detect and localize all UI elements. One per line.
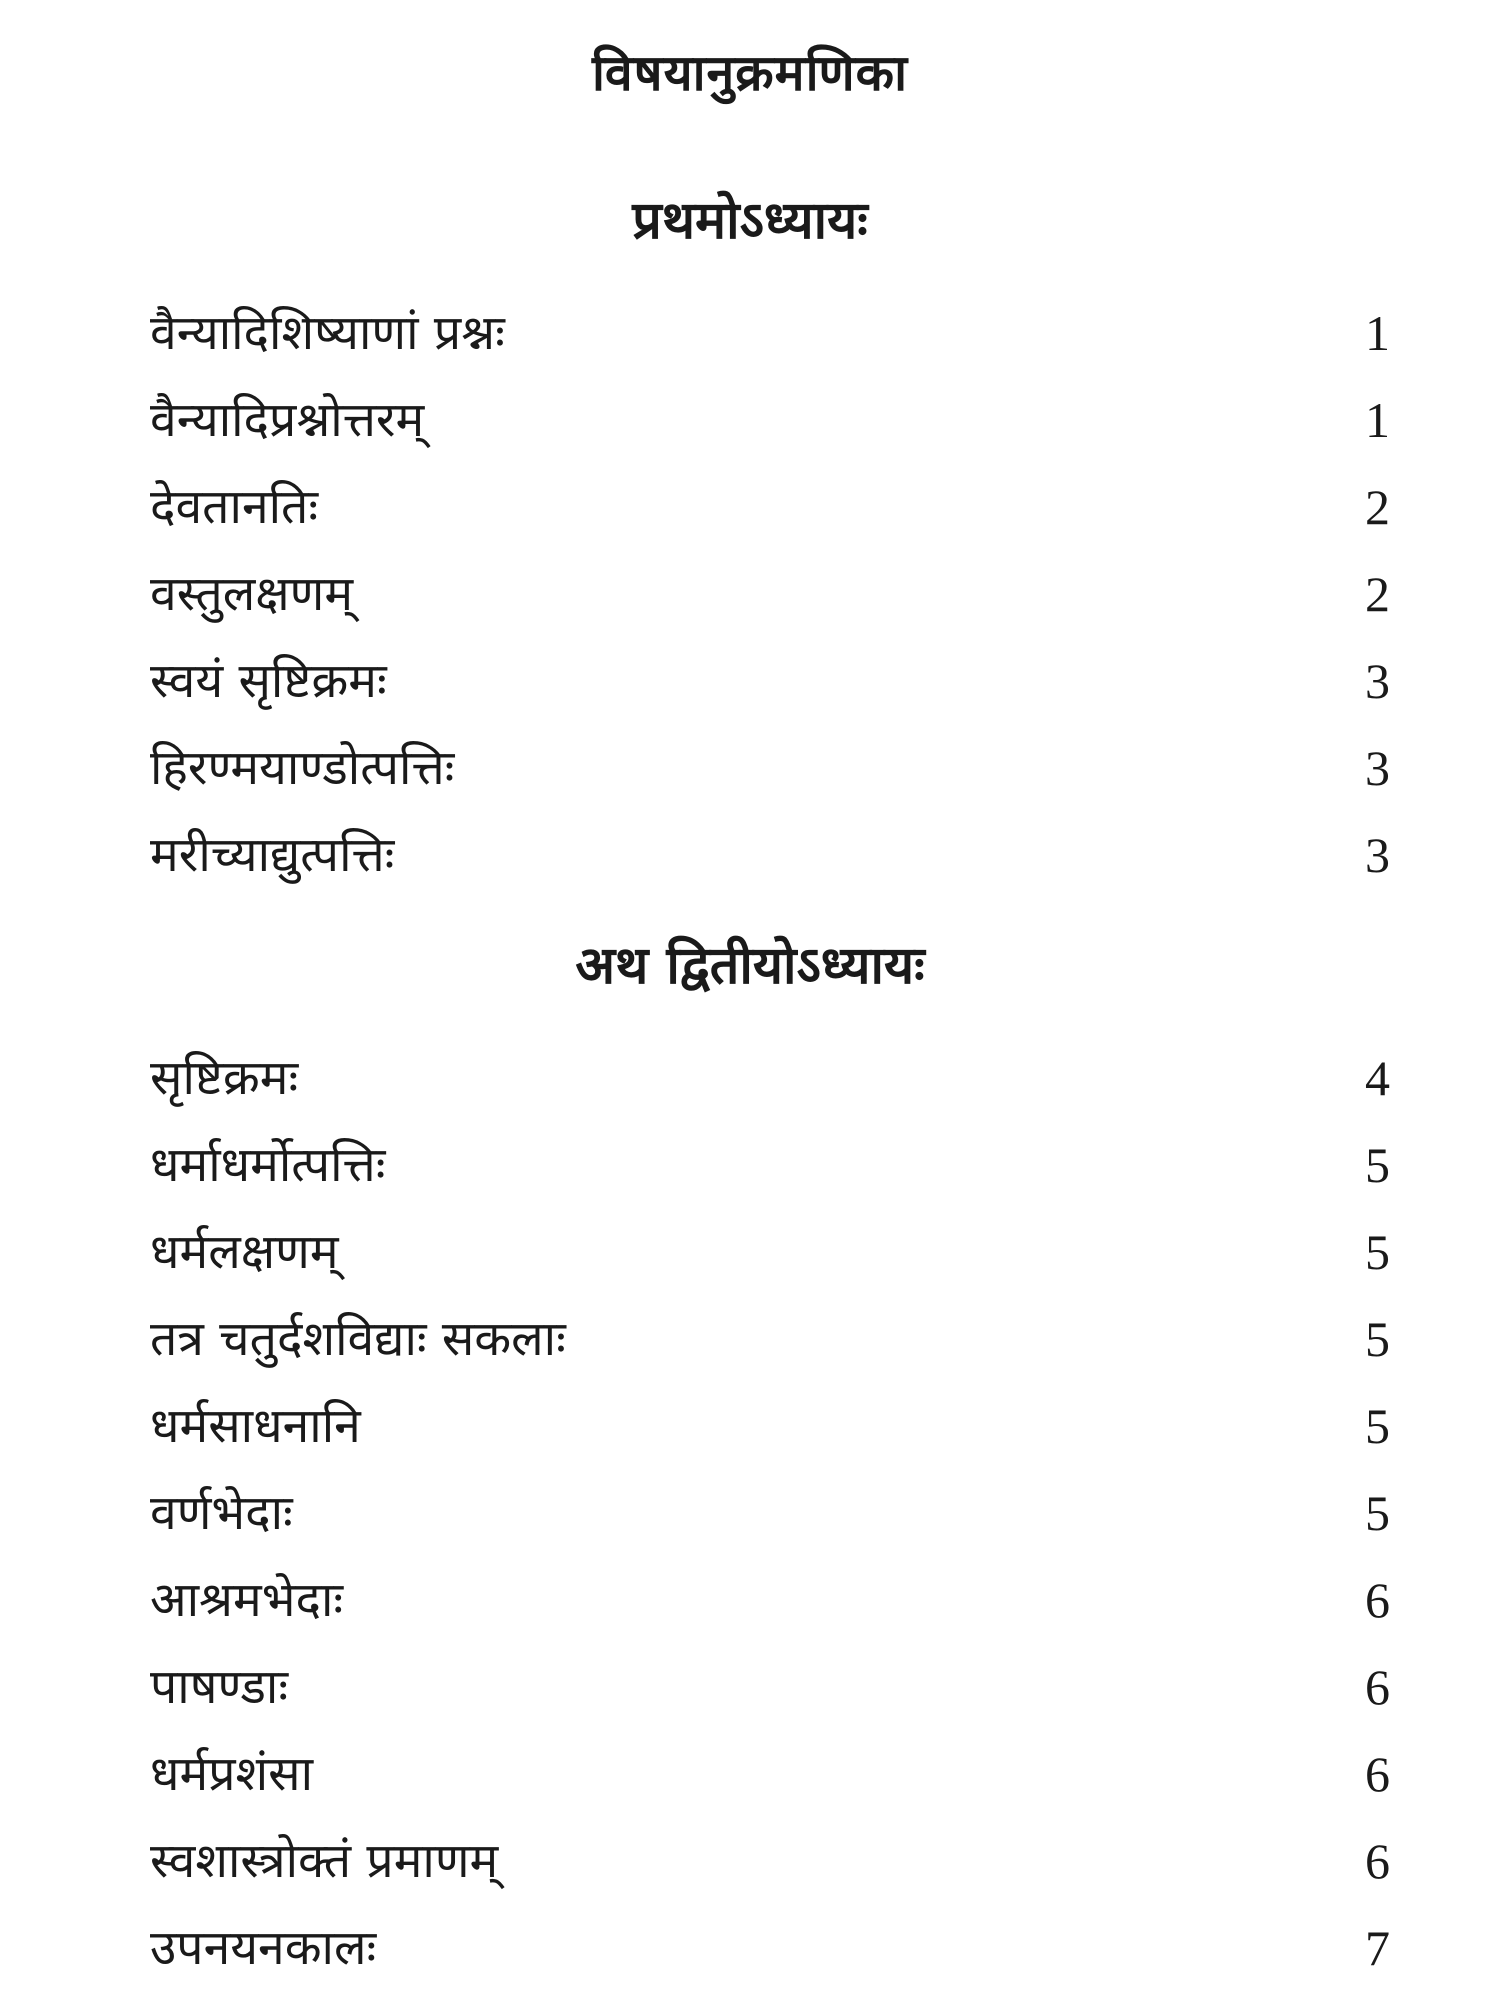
entry-title: धर्मप्रशंसा xyxy=(150,1746,314,1802)
toc-entry xyxy=(0,1905,1500,1992)
entry-page-number: 1 xyxy=(1365,392,1390,448)
toc-entry xyxy=(0,551,1500,638)
toc-entry xyxy=(0,1122,1500,1209)
toc-entry xyxy=(0,725,1500,812)
entry-page-number: 6 xyxy=(1365,1572,1390,1628)
toc-entry xyxy=(0,1557,1500,1644)
entry-page-number: 6 xyxy=(1365,1659,1390,1715)
entry-page-number: 3 xyxy=(1365,827,1390,883)
entry-page-number: 5 xyxy=(1365,1311,1390,1367)
entry-page-number: 6 xyxy=(1365,1746,1390,1802)
entry-title: देवतानतिः xyxy=(150,479,319,535)
toc-entry xyxy=(0,1209,1500,1296)
toc-entry xyxy=(0,1383,1500,1470)
toc-entry xyxy=(0,377,1500,464)
toc-list-chapter-2 xyxy=(0,1035,1500,1992)
entry-page-number: 2 xyxy=(1365,479,1390,535)
toc-entry xyxy=(0,1818,1500,1905)
entry-title: स्वयं सृष्टिक्रमः xyxy=(150,653,387,709)
toc-entry xyxy=(0,1731,1500,1818)
entry-title: धर्मसाधनानि xyxy=(150,1398,361,1454)
entry-title: वर्णभेदाः xyxy=(150,1485,293,1541)
toc-entry xyxy=(0,290,1500,377)
entry-page-number: 3 xyxy=(1365,653,1390,709)
entry-page-number: 5 xyxy=(1365,1398,1390,1454)
entry-page-number: 1 xyxy=(1365,305,1390,361)
entry-title: वैन्यादिप्रश्नोत्तरम् xyxy=(150,392,425,448)
toc-entry xyxy=(0,638,1500,725)
entry-title: आश्रमभेदाः xyxy=(150,1572,344,1628)
toc-entry xyxy=(0,1470,1500,1557)
entry-page-number: 6 xyxy=(1365,1833,1390,1889)
entry-title: वस्तुलक्षणम् xyxy=(150,566,354,622)
toc-entry xyxy=(0,1644,1500,1731)
entry-title: धर्मलक्षणम् xyxy=(150,1224,339,1280)
entry-page-number: 5 xyxy=(1365,1485,1390,1541)
entry-page-number: 7 xyxy=(1365,1920,1390,1976)
toc-entry xyxy=(0,812,1500,899)
entry-title: धर्माधर्मोत्पत्तिः xyxy=(150,1137,386,1193)
entry-page-number: 5 xyxy=(1365,1137,1390,1193)
entry-page-number: 5 xyxy=(1365,1224,1390,1280)
toc-entry xyxy=(0,464,1500,551)
chapter-heading-2: अथ द्वितीयोऽध्यायः xyxy=(575,935,925,996)
entry-title: उपनयनकालः xyxy=(150,1920,377,1976)
toc-entry xyxy=(0,1035,1500,1122)
entry-page-number: 4 xyxy=(1365,1050,1390,1106)
entry-title: हिरण्मयाण्डोत्पत्तिः xyxy=(150,740,455,796)
chapter-heading-1: प्रथमोऽध्यायः xyxy=(632,190,868,251)
entry-title: वैन्यादिशिष्याणां प्रश्नः xyxy=(150,305,505,361)
entry-page-number: 2 xyxy=(1365,566,1390,622)
entry-title: सृष्टिक्रमः xyxy=(150,1050,299,1106)
toc-entry xyxy=(0,1296,1500,1383)
toc-list-chapter-1 xyxy=(0,290,1500,899)
page-title: विषयानुक्रमणिका xyxy=(591,43,909,102)
entry-title: पाषण्डाः xyxy=(150,1659,289,1715)
entry-title: स्वशास्त्रोक्तं प्रमाणम् xyxy=(150,1833,499,1889)
entry-title: मरीच्याद्युत्पत्तिः xyxy=(150,827,395,883)
entry-page-number: 3 xyxy=(1365,740,1390,796)
entry-title: तत्र चतुर्दशविद्याः सकलाः xyxy=(150,1311,566,1367)
